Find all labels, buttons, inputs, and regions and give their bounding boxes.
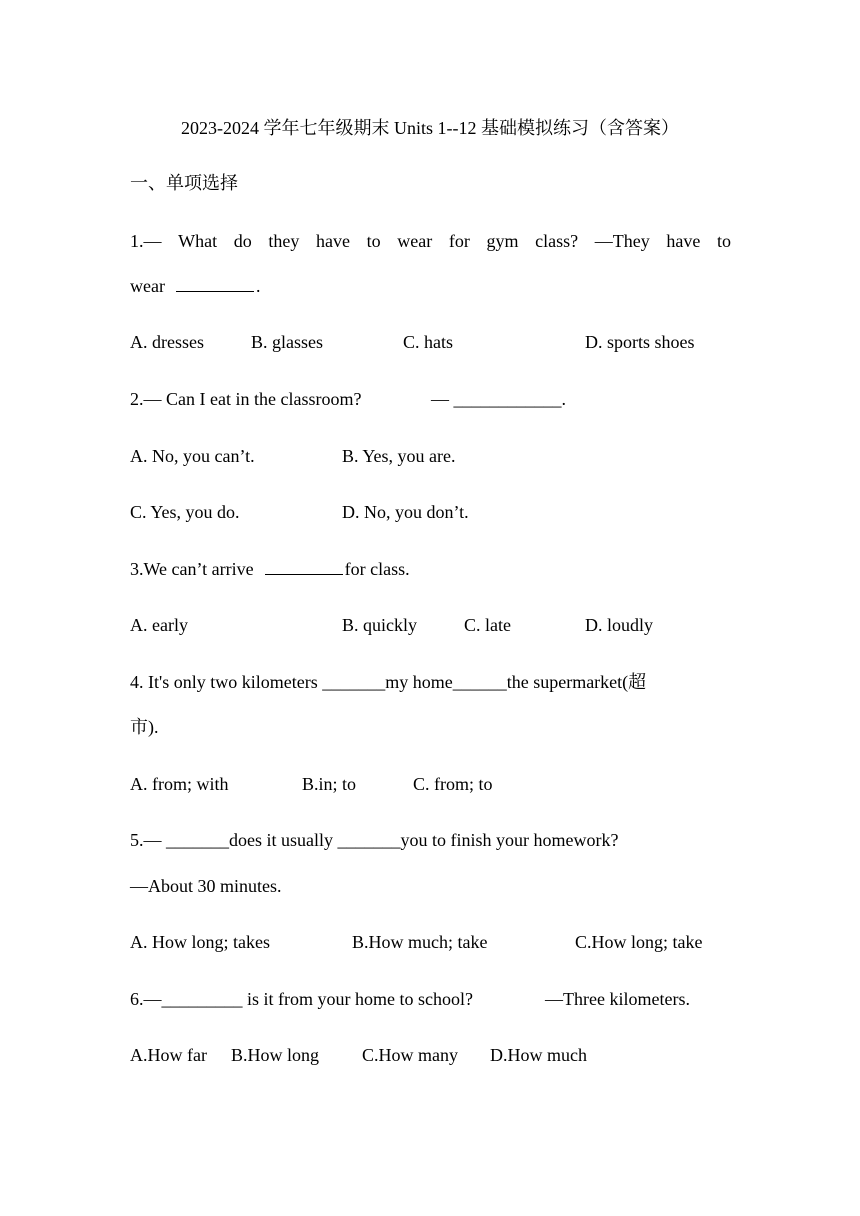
question-5-option-b: B.How much; take (352, 932, 488, 952)
question-2-option-a: A. No, you can’t. (130, 446, 255, 466)
question-2-answer: — ____________. (431, 389, 566, 409)
question-1-wear: wear (130, 276, 165, 296)
question-1-word: class? (535, 231, 579, 251)
question-1-option-b: B. glasses (251, 332, 323, 352)
question-2-text: 2.— Can I eat in the classroom? (130, 389, 362, 409)
question-1-word: gym (486, 231, 519, 251)
question-1-word: they (268, 231, 300, 251)
document-title: 2023-2024 学年七年级期末 Units 1--12 基础模拟练习（含答案） (181, 118, 679, 138)
question-3-option-c: C. late (464, 615, 511, 635)
question-4-option-a: A. from; with (130, 774, 229, 794)
question-1-option-c: C. hats (403, 332, 454, 352)
question-5-line-1: 5.— _______does it usually _______you to finish your homework? (130, 830, 619, 850)
question-1-word: 1.— (130, 231, 162, 251)
question-5-option-c: C.How long; take (575, 932, 703, 952)
question-1-word: for (448, 231, 470, 251)
question-3-post: for class. (344, 559, 410, 579)
question-1-word: What (178, 231, 218, 251)
question-1-option-a: A. dresses (130, 332, 204, 352)
question-2-option-c: C. Yes, you do. (130, 502, 240, 522)
question-1-period: . (255, 276, 261, 296)
question-3-pre: 3.We can’t arrive (130, 559, 254, 579)
question-1-option-d: D. sports shoes (585, 332, 695, 352)
question-4-option-c: C. from; to (413, 774, 493, 794)
question-2-option-d: D. No, you don’t. (342, 502, 469, 522)
question-4-line-2: 市). (130, 717, 159, 737)
question-1-word: have (666, 231, 701, 251)
question-6-option-d: D.How much (490, 1045, 587, 1065)
question-1-blank (176, 275, 254, 292)
question-6-option-b: B.How long (231, 1045, 320, 1065)
question-1-word: to (366, 231, 381, 251)
question-3-text (130, 558, 410, 580)
question-5-line-2: —About 30 minutes. (130, 876, 282, 896)
question-3-option-a: A. early (130, 615, 188, 635)
question-3-option-b: B. quickly (342, 615, 417, 635)
question-3-blank (265, 558, 343, 575)
question-5-option-a: A. How long; takes (130, 932, 270, 952)
question-6-answer: —Three kilometers. (545, 989, 690, 1009)
question-1-word: wear (397, 231, 433, 251)
question-1-word: do (233, 231, 252, 251)
question-4-line-1: 4. It's only two kilometers _______my home______the supermarket(超 (130, 672, 647, 692)
question-1-word: have (315, 231, 350, 251)
question-1-word: —They (594, 231, 650, 251)
question-6-option-a: A.How far (130, 1045, 207, 1065)
question-6-option-c: C.How many (362, 1045, 458, 1065)
question-1-line-2 (130, 275, 260, 297)
question-2-option-b: B. Yes, you are. (342, 446, 456, 466)
section-heading: 一、单项选择 (130, 173, 238, 193)
question-3-option-d: D. loudly (585, 615, 654, 635)
question-4-option-b: B.in; to (302, 774, 357, 794)
question-1-line-1 (130, 230, 731, 252)
question-1-word: to (716, 231, 731, 251)
question-6-text: 6.—_________ is it from your home to school? (130, 989, 473, 1009)
